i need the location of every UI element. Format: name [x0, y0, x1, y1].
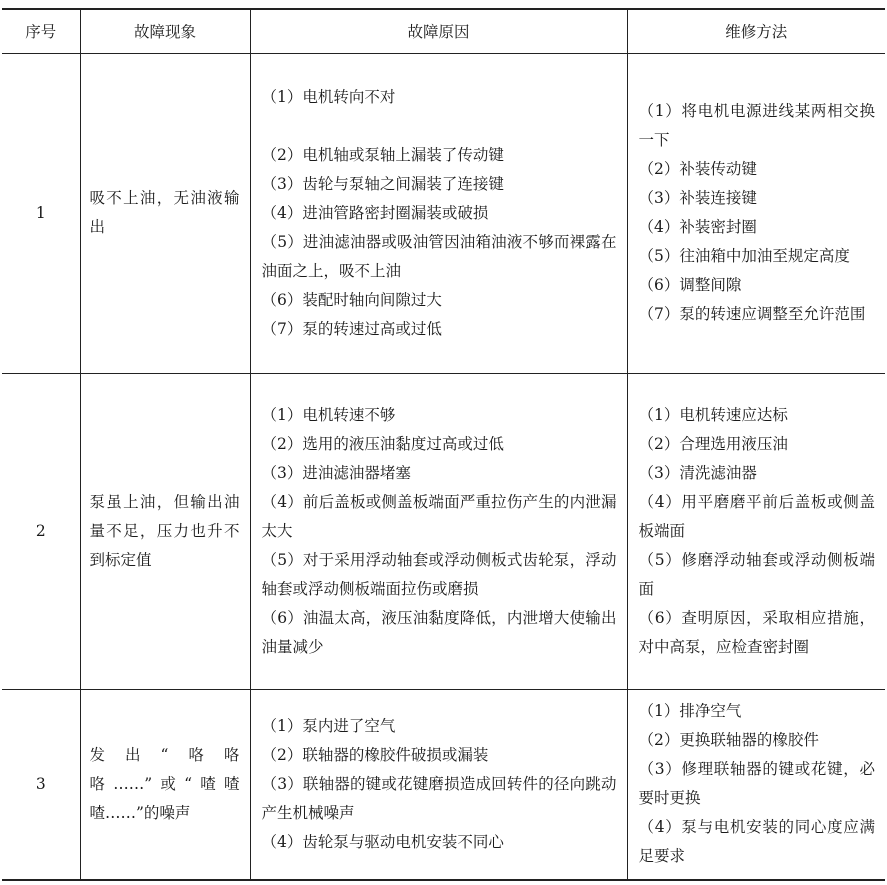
cause-item: （4）进油管路密封圈漏装或破损: [261, 203, 489, 222]
row-causes: [250, 373, 627, 689]
row-causes: [250, 53, 627, 373]
cause-item: （3）进油滤油器堵塞: [261, 463, 411, 482]
row-fixes: [627, 373, 885, 689]
fix-item: （3）清洗滤油器: [638, 463, 757, 482]
fix-item: （6）查明原因，采取相应措施，对中高泵，应检查密封圈: [638, 608, 875, 656]
header-seq: 序号: [2, 9, 80, 53]
cause-item: （7）泵的转速过高或过低: [261, 319, 442, 338]
fix-item: （3）补装连接键: [638, 189, 757, 207]
fix-item: （1）排净空气: [638, 702, 742, 721]
header-phenomenon: 故障现象: [80, 9, 250, 53]
row-seq: 1: [2, 53, 80, 373]
row-phenomenon: 泵虽上油，但输出油量不足，压力也升不到标定值: [80, 373, 250, 689]
cause-item: （3）齿轮与泵轴之间漏装了连接键: [261, 174, 504, 193]
fault-table: [2, 8, 885, 881]
row-seq: 2: [2, 373, 80, 689]
fix-item: （5）往油箱中加油至规定高度: [638, 247, 850, 265]
fix-item: （4）补装密封圈: [638, 218, 757, 236]
table-row: [2, 53, 885, 373]
cause-item: （6）油温太高，液压油黏度降低，内泄增大使输出油量减少: [261, 608, 617, 656]
spacer: [262, 112, 617, 141]
fix-item: （2）更换联轴器的橡胶件: [638, 731, 819, 750]
fix-item: （1）电机转速应达标: [638, 405, 788, 424]
fix-item: （4）用平磨磨平前后盖板或侧盖板端面: [638, 492, 875, 540]
row-phenomenon: 吸不上油，无油液输出: [80, 53, 250, 373]
fix-item: （3）修理联轴器的键或花键，必要时更换: [638, 760, 875, 808]
cause-item: （3）联轴器的键或花键磨损造成回转件的径向跳动产生机械噪声: [261, 774, 617, 822]
fix-item: （4）泵与电机安装的同心度应满足要求: [638, 818, 875, 866]
header-row: [2, 9, 885, 53]
fix-item: （7）泵的转速应调整至允许范围: [638, 305, 866, 323]
cause-item: （2）联轴器的橡胶件破损或漏装: [261, 745, 489, 764]
table-row: [2, 373, 885, 689]
cause-item: （2）选用的液压油黏度过高或过低: [261, 434, 504, 453]
fix-item: （6）调整间隙: [638, 276, 742, 294]
table-row: [2, 689, 885, 880]
fix-item: （1）将电机电源进线某两相交换一下: [638, 102, 875, 149]
cause-item: （5）进油滤油器或吸油管因油箱油液不够而裸露在油面之上，吸不上油: [261, 232, 617, 280]
row-phenomenon: 发出“咯咯咯……”或“喳喳喳……”的噪声: [80, 689, 250, 880]
header-cause: 故障原因: [250, 9, 627, 53]
cause-item: （4）齿轮泵与驱动电机安装不同心: [261, 832, 504, 851]
cause-item: （1）电机转向不对: [261, 87, 396, 106]
fix-item: （5）修磨浮动轴套或浮动侧板端面: [638, 550, 875, 598]
row-causes: [250, 689, 627, 880]
cause-item: （5）对于采用浮动轴套或浮动侧板式齿轮泵，浮动轴套或浮动侧板端面拉伤或磨损: [261, 550, 617, 598]
cause-item: （1）泵内进了空气: [261, 716, 396, 735]
row-fixes: [627, 689, 885, 880]
header-fix: 维修方法: [627, 9, 885, 53]
cause-item: （4）前后盖板或侧盖板端面严重拉伤产生的内泄漏太大: [261, 492, 617, 540]
fix-item: （2）合理选用液压油: [638, 434, 788, 453]
cause-item: （6）装配时轴向间隙过大: [261, 290, 442, 309]
row-fixes: [627, 53, 885, 373]
cause-item: （2）电机轴或泵轴上漏装了传动键: [261, 145, 504, 164]
row-seq: 3: [2, 689, 80, 880]
table-header: [2, 9, 885, 53]
cause-item: （1）电机转速不够: [261, 405, 396, 424]
fix-item: （2）补装传动键: [638, 160, 757, 178]
